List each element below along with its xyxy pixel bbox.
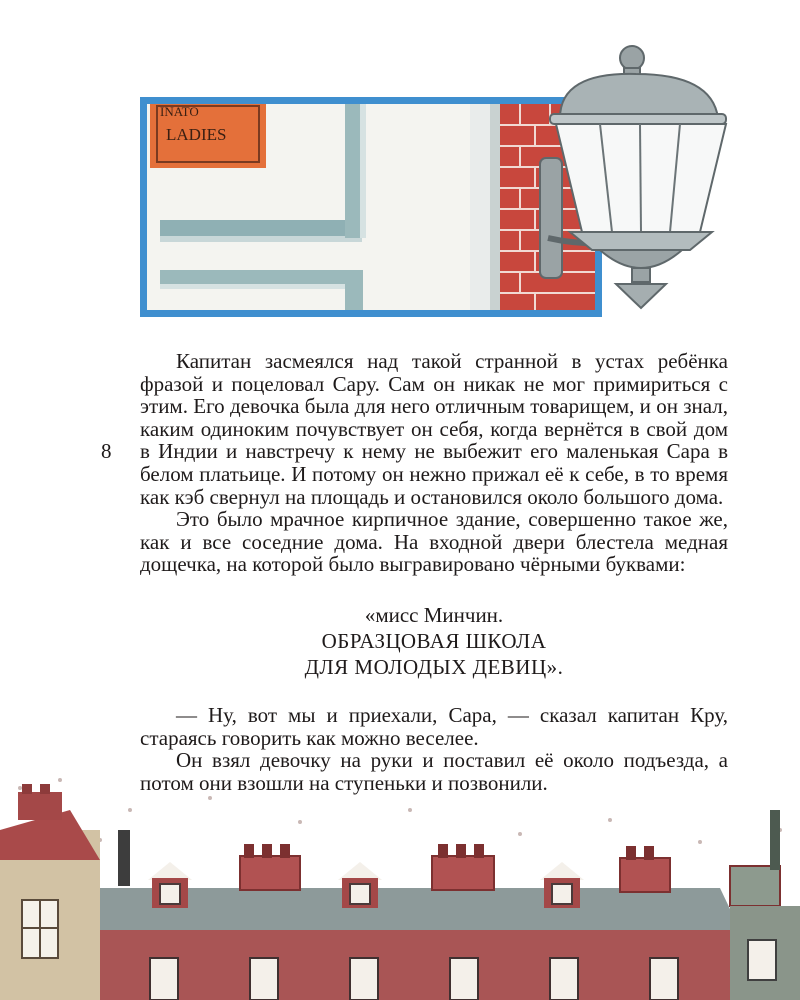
long-roof [100, 888, 740, 930]
rooftops-illustration [0, 770, 800, 1000]
paragraph: Это было мрачное кирпичное здание, совершенно такое же, как и все соседние дома. На входной двери блестела медная дощечка, на которой было выгравировано чёрными буквами: [140, 507, 728, 577]
paragraph: Капитан засмеялся над такой странной в устах ребёнка фразой и поцеловал Сару. Сам он никак не мог примириться с этим. Его девочка была для него отличным товарищем, и он знал, каким одиноким почувствует он себя, когда вернётся в свой дом в Индии и навстречу к нему не выбежит его маленькая Сара в белом платьице. И потому он нежно прижал её к себе, в то время как кэб свернул на площадь и остановился около большого дома. [140, 349, 728, 509]
page-number: 8 [101, 439, 112, 463]
sign-line: ДЛЯ МОЛОДЫХ ДЕВИЦ». [304, 654, 564, 679]
school-sign-quote [140, 602, 728, 680]
sign-text-line2: LADIES [166, 125, 227, 144]
story-text [140, 350, 728, 794]
paragraph: Он взял девочку на руки и поставил её около подъезда, а потом они взошли на ступеньки и позвонили. [140, 748, 728, 795]
window-lamp-illustration [0, 0, 800, 330]
paragraph: — Ну, вот мы и приехали, Сара, — сказал капитан Кру, стараясь говорить как можно веселее. [140, 702, 728, 750]
sign-line: ОБРАЗЦОВАЯ ШКОЛА [321, 628, 547, 653]
sign-text-line1: INATO [160, 104, 199, 119]
left-house [0, 784, 100, 1000]
sign-line: «мисс Минчин. [364, 602, 504, 627]
